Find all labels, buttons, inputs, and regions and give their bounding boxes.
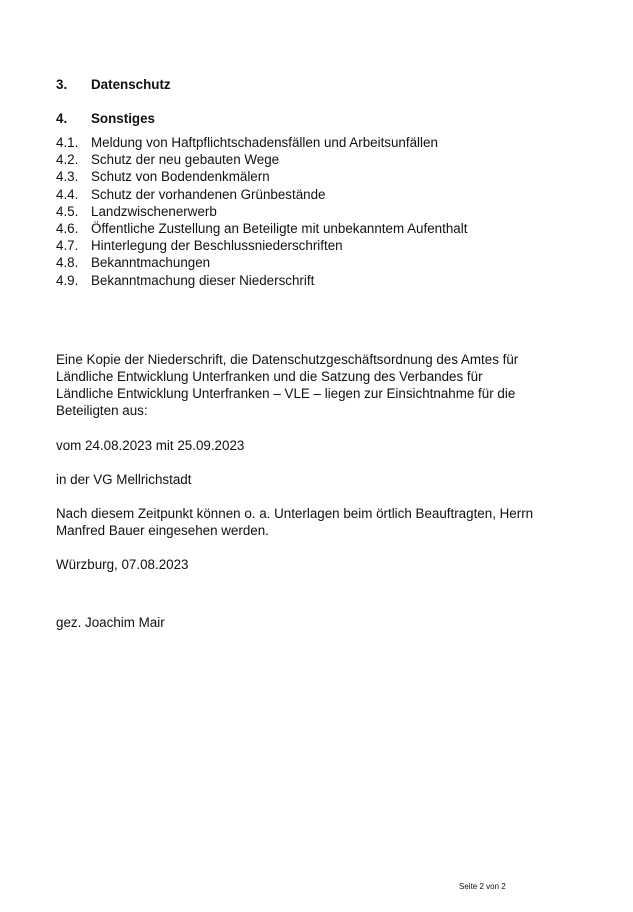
section-number: 4. [56, 111, 68, 126]
list-item [56, 134, 467, 151]
section-heading-sonstiges [56, 111, 155, 126]
item-number: 4.2. [56, 152, 79, 168]
list-item [56, 203, 467, 220]
item-number: 4.1. [56, 135, 79, 150]
period-paragraph: vom 24.08.2023 mit 25.09.2023 [56, 438, 245, 453]
list-item [56, 186, 467, 203]
item-text: Schutz der neu gebauten Wege [91, 152, 280, 168]
item-text: Landzwischenerwerb [91, 203, 217, 219]
item-text: Schutz von Bodendenkmälern [91, 169, 270, 185]
place-date: Würzburg, 07.08.2023 [56, 557, 189, 572]
item-text: Hinterlegung der Beschlussniederschriften [91, 238, 343, 254]
section-number: 3. [56, 77, 68, 92]
page-number: Seite 2 von 2 [459, 882, 506, 891]
item-text: Bekanntmachung dieser Niederschrift [91, 272, 315, 288]
signature: gez. Joachim Mair [56, 615, 165, 630]
item-text: Bekanntmachungen [91, 255, 211, 271]
section-title: Sonstiges [91, 111, 155, 126]
location-paragraph: in der VG Mellrichstadt [56, 472, 192, 487]
notice-paragraph: Eine Kopie der Niederschrift, die Datenschutzgeschäftsordnung des Amtes für Ländliche Entwicklung Unterfranken und die Satzung des Verbandes für Ländliche Entwicklung Unterfranken – VLE – liegen zur Einsichtnahme für die Beteiligten aus: [56, 352, 519, 418]
item-number: 4.9. [56, 272, 79, 288]
section-title: Datenschutz [91, 77, 171, 92]
list-item [56, 237, 467, 254]
item-text: Meldung von Haftpflichtschadensfällen und Arbeitsunfällen [91, 135, 438, 150]
subsection-list [56, 134, 467, 289]
section-heading-datenschutz [56, 77, 171, 92]
item-number: 4.6. [56, 221, 79, 237]
list-item [56, 220, 467, 237]
list-item [56, 254, 467, 271]
item-number: 4.7. [56, 238, 79, 254]
list-item [56, 168, 467, 185]
item-text: Öffentliche Zustellung an Beteiligte mit unbekanntem Aufenthalt [91, 221, 468, 237]
item-text: Schutz der vorhandenen Grünbestände [91, 186, 326, 202]
after-paragraph: Nach diesem Zeitpunkt können o. a. Unterlagen beim örtlich Beauftragten, Herrn Manfred Bauer eingesehen werden. [56, 506, 534, 538]
item-number: 4.4. [56, 186, 79, 202]
list-item [56, 272, 467, 289]
item-number: 4.8. [56, 255, 79, 271]
list-item [56, 151, 467, 168]
item-number: 4.5. [56, 203, 79, 219]
item-number: 4.3. [56, 169, 79, 185]
